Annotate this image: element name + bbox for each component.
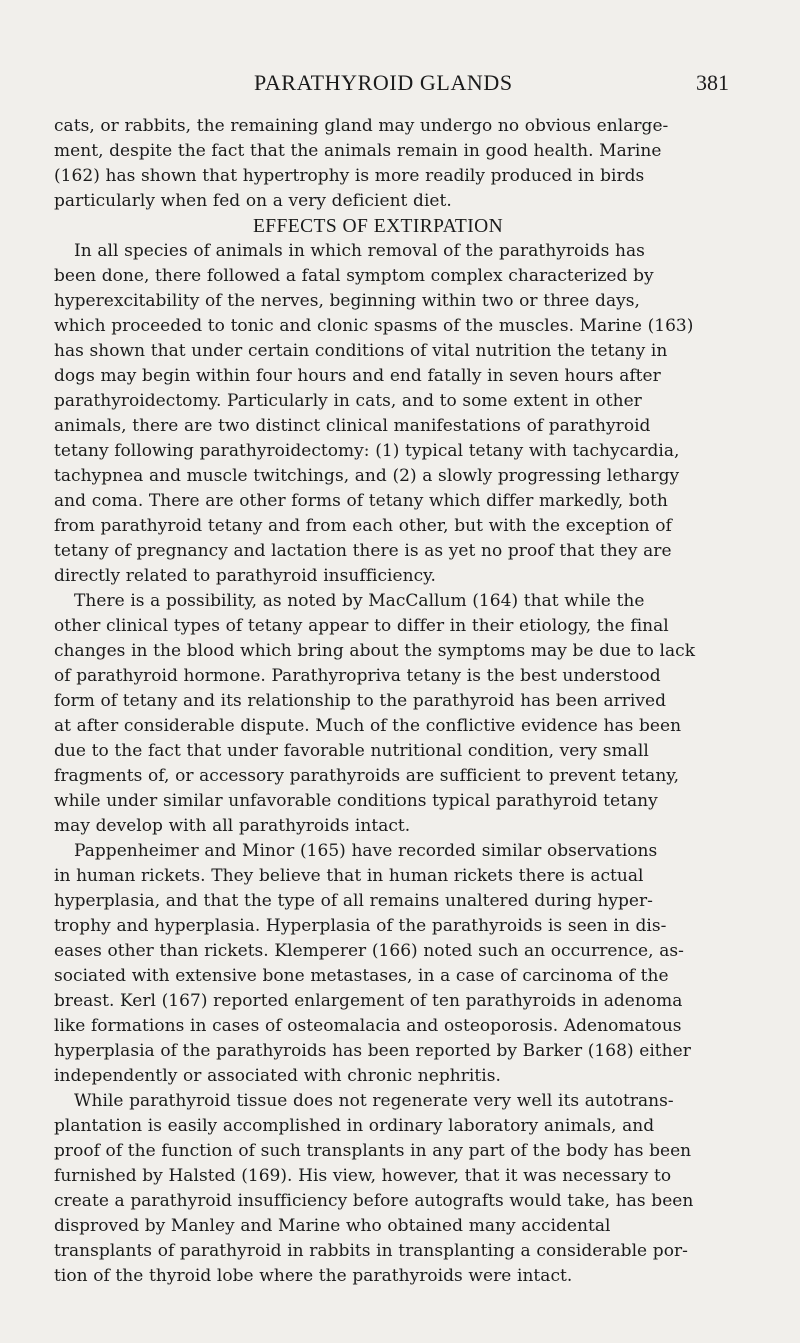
text-line: trophy and hyperplasia. Hyperplasia of the parathyroids is seen in dis- [54,916,667,936]
text-line: proof of the function of such transplants in any part of the body has been [54,1141,692,1161]
text-line: form of tetany and its relationship to the parathyroid has been arrived [54,691,667,711]
text-line: may develop with all parathyroids intact. [54,816,411,836]
text-line: like formations in cases of osteomalacia and osteoporosis. Adenomatous [54,1016,682,1036]
text-line: fragments of, or accessory parathyroids are sufficient to prevent tetany, [54,766,680,786]
page-number: 381 [696,70,729,95]
section-heading: EFFECTS OF EXTIRPATION [253,216,504,237]
text-line: tachypnea and muscle twitchings, and (2) a slowly progressing lethargy [54,466,680,486]
text-line: disproved by Manley and Marine who obtained many accidental [54,1216,611,1236]
text-line: from parathyroid tetany and from each other, but with the exception of [54,516,672,536]
text-line: and coma. There are other forms of tetany which differ markedly, both [54,491,668,511]
text-line: of parathyroid hormone. Parathyropriva tetany is the best understood [54,666,661,686]
text-line: due to the fact that under favorable nutritional condition, very small [54,741,649,761]
text-line: independently or associated with chronic nephritis. [54,1066,501,1086]
text-line: In all species of animals in which removal of the parathyroids has [74,241,645,261]
text-line: sociated with extensive bone metastases, in a case of carcinoma of the [54,966,669,986]
text-line: cats, or rabbits, the remaining gland may undergo no obvious enlarge- [54,116,669,136]
text-line: (162) has shown that hypertrophy is more readily produced in birds [54,166,645,186]
text-line: There is a possibility, as noted by MacCallum (164) that while the [74,591,645,611]
text-line: eases other than rickets. Klemperer (166) noted such an occurrence, as- [54,941,684,961]
text-line: Pappenheimer and Minor (165) have recorded similar observations [74,841,658,861]
text-line: at after considerable dispute. Much of the conflictive evidence has been [54,716,682,736]
text-line: tetany following parathyroidectomy: (1) typical tetany with tachycardia, [54,441,680,461]
text-line: which proceeded to tonic and clonic spasms of the muscles. Marine (163) [54,316,694,336]
text-line: breast. Kerl (167) reported enlargement of ten parathyroids in adenoma [54,991,683,1011]
text-line: transplants of parathyroid in rabbits in transplanting a considerable por- [54,1241,688,1261]
text-line: furnished by Halsted (169). His view, however, that it was necessary to [54,1166,672,1186]
text-line: ment, despite the fact that the animals remain in good health. Marine [54,141,662,161]
text-line: been done, there followed a fatal symptom complex characterized by [54,266,654,286]
text-line: while under similar unfavorable conditions typical parathyroid tetany [54,791,658,811]
running-title: PARATHYROID GLANDS [254,70,513,95]
text-line: other clinical types of tetany appear to differ in their etiology, the final [54,616,669,636]
body-text [54,114,774,1289]
text-line: parathyroidectomy. Particularly in cats, and to some extent in other [54,391,642,411]
text-line: directly related to parathyroid insufficiency. [54,566,436,586]
text-line: hyperexcitability of the nerves, beginning within two or three days, [54,291,640,311]
text-line: create a parathyroid insufficiency before autografts would take, has been [54,1191,694,1211]
text-line: While parathyroid tissue does not regenerate very well its autotrans- [74,1091,674,1111]
text-line: dogs may begin within four hours and end fatally in seven hours after [54,366,661,386]
text-line: tion of the thyroid lobe where the parathyroids were intact. [54,1266,573,1286]
running-header [254,70,800,100]
text-line: has shown that under certain conditions of vital nutrition the tetany in [54,341,668,361]
text-line: in human rickets. They believe that in human rickets there is actual [54,866,644,886]
text-line: tetany of pregnancy and lactation there is as yet no proof that they are [54,541,672,561]
text-line: changes in the blood which bring about the symptoms may be due to lack [54,641,696,661]
text-line: hyperplasia, and that the type of all remains unaltered during hyper- [54,891,653,911]
text-line: hyperplasia of the parathyroids has been reported by Barker (168) either [54,1041,691,1061]
text-line: animals, there are two distinct clinical manifestations of parathyroid [54,416,651,436]
text-line: particularly when fed on a very deficient diet. [54,191,452,211]
text-line: plantation is easily accomplished in ordinary laboratory animals, and [54,1116,655,1136]
